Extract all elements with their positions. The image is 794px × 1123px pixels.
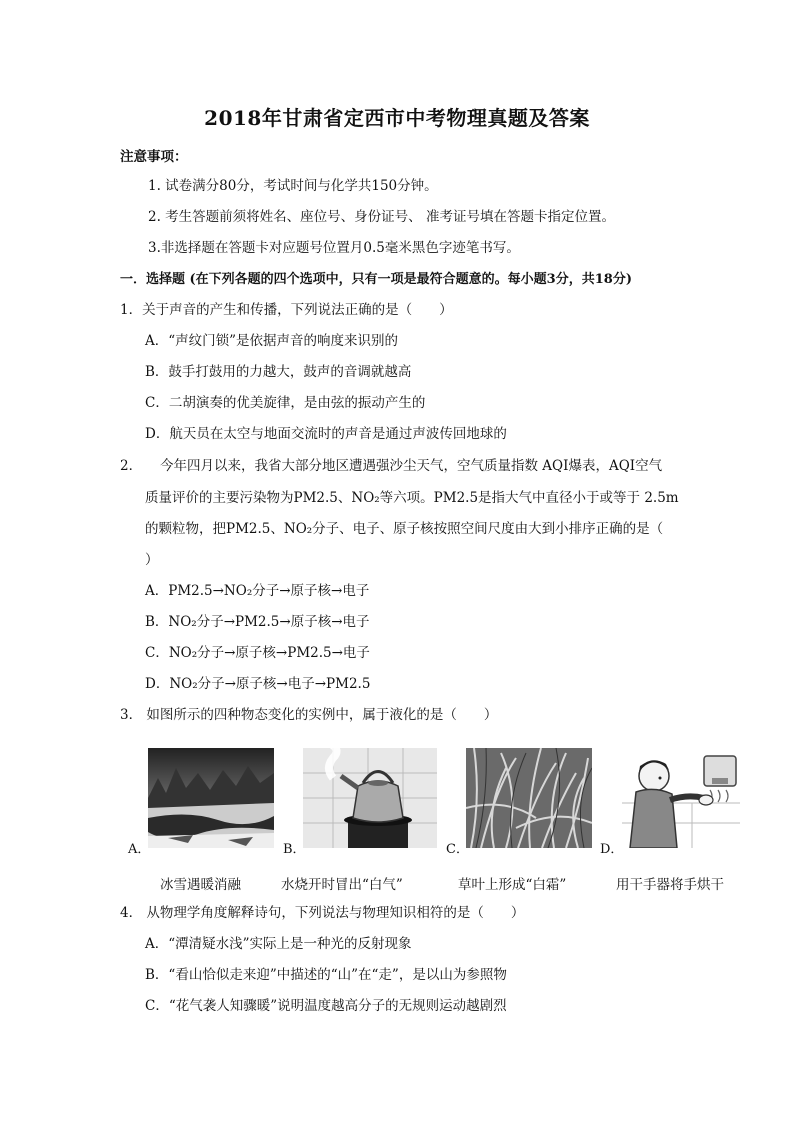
- notice-item: 2. 考生答题前须将姓名、座位号、身份证号、 准考证号填在答题卡指定位置。: [148, 209, 615, 225]
- option-b: B．鼓手打鼓用的力越大，鼓声的音调就越高: [145, 364, 412, 380]
- kettle-steam-photo: [303, 748, 437, 848]
- question-stem: 3． 如图所示的四种物态变化的实例中，属于液化的是（ ）: [120, 707, 498, 723]
- option-c: C．二胡演奏的优美旋律，是由弦的振动产生的: [145, 395, 426, 411]
- notice-item: 3.非选择题在答题卡对应题号位置月0.5毫米黑色字迹笔书写。: [148, 240, 520, 256]
- option-c-label: C．: [446, 842, 469, 857]
- option-d-label: D．: [600, 842, 624, 857]
- option-c: C．“花气袭人知骤暖”说明温度越高分子的无规则运动越剧烈: [145, 998, 507, 1014]
- question-stem: 1．关于声音的产生和传播，下列说法正确的是（ ）: [120, 302, 453, 318]
- frost-grass-photo: [466, 748, 592, 848]
- snow-melting-photo: [148, 748, 274, 848]
- option-b: B．NO₂分子→PM2.5→原子核→电子: [145, 614, 370, 630]
- question-text: 的颗粒物，把PM2.5、NO₂分子、电子、原子核按照空间尺度由大到小排序正确的是（: [145, 521, 664, 537]
- caption-a: 冰雪遇暖消融: [160, 877, 241, 893]
- notice-item: 1. 试卷满分80分，考试时间与化学共150分钟。: [148, 178, 438, 194]
- page-title: 2018年甘肃省定西市中考物理真题及答案: [204, 106, 590, 130]
- notice-heading: 注意事项：: [120, 149, 188, 165]
- option-a: A．“潭清疑水浅”实际上是一种光的反射现象: [145, 936, 412, 952]
- caption-b: 水烧开时冒出“白气”: [281, 877, 403, 893]
- option-a: A．PM2.5→NO₂分子→原子核→电子: [145, 583, 370, 599]
- option-b: B．“看山恰似走来迎”中描述的“山”在“走”，是以山为参照物: [145, 967, 507, 983]
- question-stem: 4． 从物理学角度解释诗句，下列说法与物理知识相符的是（ ）: [120, 905, 525, 921]
- question-text: 今年四月以来，我省大部分地区遭遇强沙尘天气，空气质量指数 AQI爆表，AQI空气: [160, 458, 663, 474]
- option-b-label: B．: [283, 842, 306, 857]
- question-text: ）: [145, 552, 159, 568]
- question-number: 2．: [120, 458, 143, 474]
- question-text: 质量评价的主要污染物为PM2.5、NO₂等六项。PM2.5是指大气中直径小于或等于 2.5m: [145, 490, 679, 506]
- section-heading: 一．选择题 (在下列各题的四个选项中，只有一项是最符合题意的。每小题3分，共18分): [120, 272, 632, 287]
- option-a: A．“声纹门锁”是依据声音的响度来识别的: [145, 333, 399, 349]
- option-d: D．航天员在太空与地面交流时的声音是通过声波传回地球的: [145, 426, 507, 442]
- hand-dryer-illustration: [622, 748, 740, 848]
- option-d: D．NO₂分子→原子核→电子→PM2.5: [145, 676, 371, 692]
- caption-c: 草叶上形成“白霜”: [458, 877, 567, 893]
- option-c: C．NO₂分子→原子核→PM2.5→电子: [145, 645, 370, 661]
- caption-d: 用干手器将手烘干: [616, 877, 724, 893]
- option-a-label: A．: [128, 842, 151, 857]
